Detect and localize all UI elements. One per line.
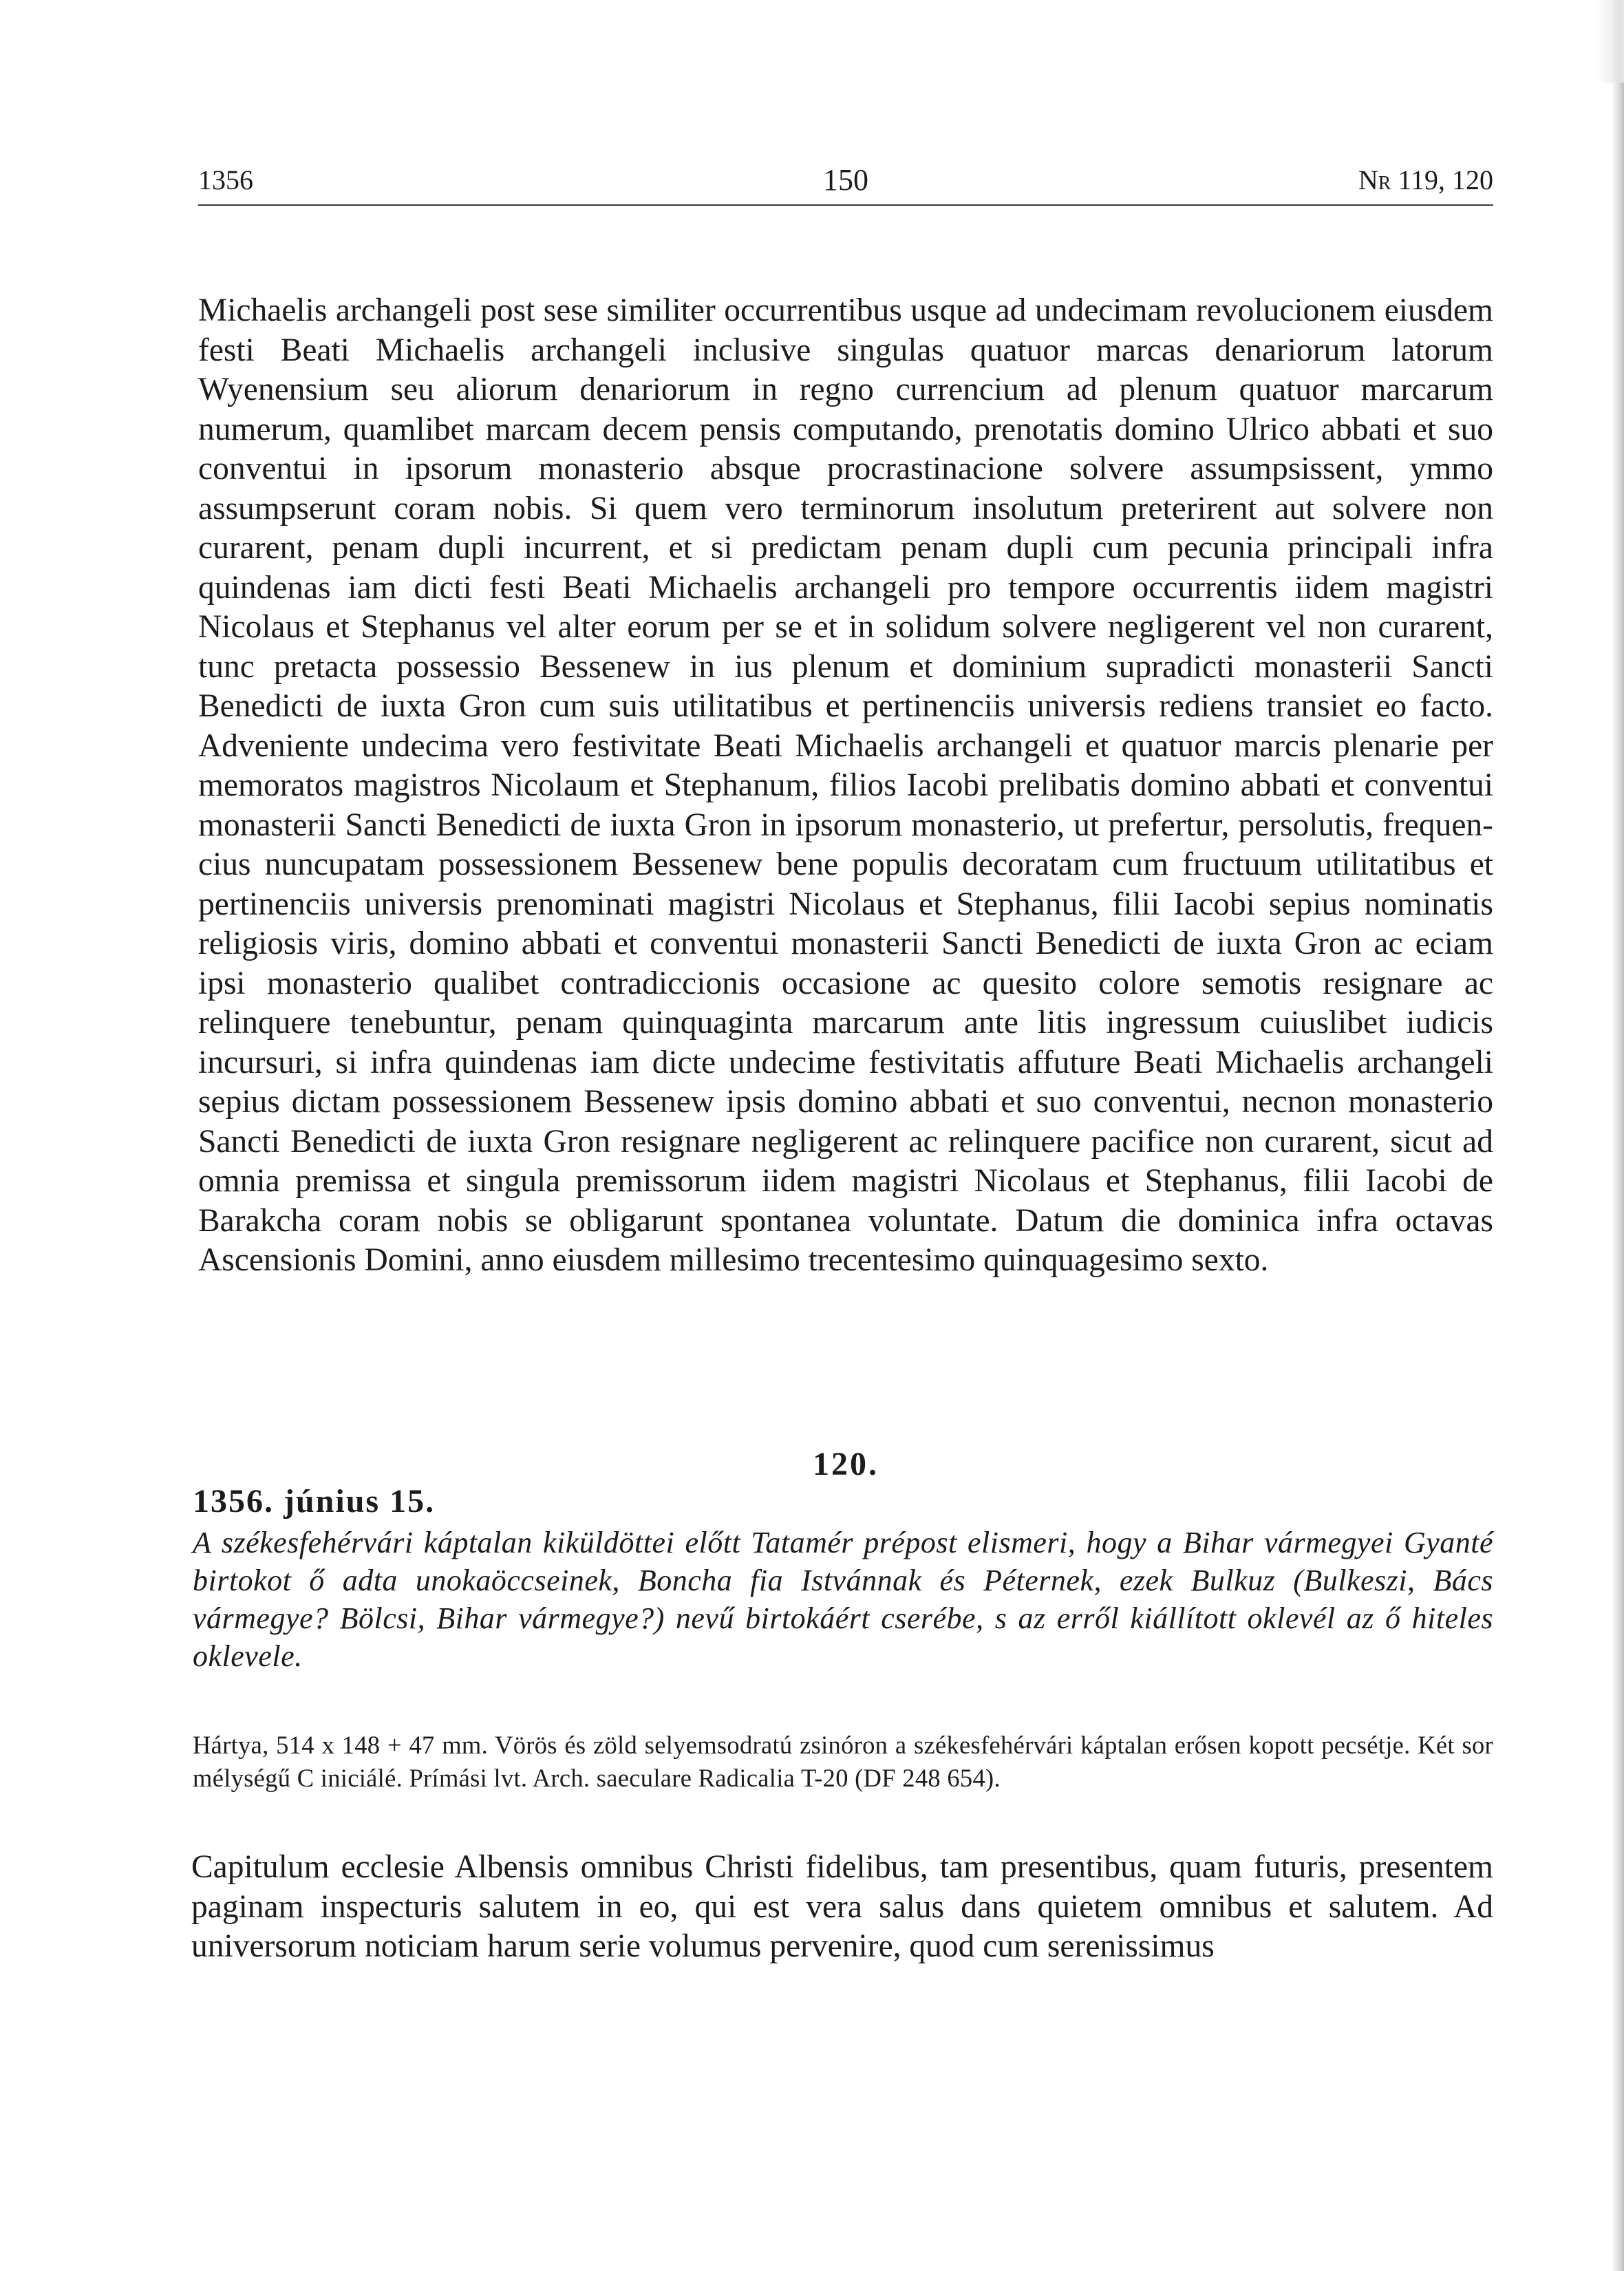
regest-summary: A székesfehérvári káptalan kiküldöttei előtt Tatamér prépost elismeri, hogy a Bihar vármegyei Gyanté birtokot ő adta unokaöccseinek, Boncha fia Istvánnak és Péternek, ezek Bulkuz (Bulkeszi, Bács vármegye? Bölcsi, Bihar vármegye?) nevű birtokáért cserébe, s az erről kiállított oklevél az ő hiteles oklevele.: [193, 1526, 1493, 1673]
document-text-start: Capitulum ecclesie Albensis omnibus Christi fidelibus, tam presentibus, quam futuris, presentem paginam inspecturis salutem in eo, qui est vera salus dans quietem omnibus et salutem. Ad universorum noticiam harum serie volumus pervenire, quod cum serenissimus: [191, 1849, 1493, 1964]
document-numbers: Nr 119, 120: [1358, 164, 1493, 195]
header-rule: [198, 204, 1493, 206]
document-date: 1356. június 15.: [193, 1483, 436, 1520]
running-head: [198, 160, 1493, 201]
scan-page-edge: [1613, 0, 1624, 2271]
document-number: 120.: [813, 1446, 879, 1482]
header-year: 1356: [198, 164, 253, 195]
scan-corner-shadow: [1596, 0, 1624, 83]
continuation-text: Michaelis archangeli post sese similiter occurrentibus usque ad undecimam revolucionem eiusdem festi Beati Michaelis archangeli inclusive singulas quatuor marcas denariorum latorum Wyenensium seu aliorum denariorum in regno currencium ad plenum quatuor marcarum numerum, quamlibet marcam decem pensis computando, prenotatis domino Ulrico abbati et suo conventui in ipsorum monasterio absque procrastinacione solvere assumpsissent, ymmo assumpserunt coram nobis. Si quem vero terminorum insolutum preterirent aut solvere non curarent, penam dupli incurrent, et si predictam penam dupli cum pecunia principali infra quindenas iam dicti festi Beati Michaelis archangeli pro tempore occurrentis iidem magistri Nicolaus et Stephanus vel alter eorum per se et in solidum solvere negligerent vel non curarent, tunc pretacta possessio Bessenew in ius plenum et dominium supradicti monasterii Sancti Benedicti de iuxta Gron cum suis utilitatibus et pertinenciis universis rediens transiet eo facto. Adveniente undecima vero festivitate Beati Michaelis archangeli et quatuor marcis plenarie per memoratos magistros Nicolaum et Stephanum, filios Iacobi prelibatis domino abbati et conventui monasterii Sancti Benedicti de iuxta Gron in ipsorum monasterio, ut prefertur, persolutis, frequencius nuncupatam possessionem Bessenew bene populis decoratam cum fructuum utilitatibus et pertinenciis universis prenominati magistri Nicolaus et Stephanus, filii Iacobi sepius nominatis religiosis viris, domino abbati et conventui monasterii Sancti Benedicti de iuxta Gron ac eciam ipsi monasterio qualibet contradiccionis occasione ac quesito colore semotis resignare ac relinquere tenebuntur, penam quinquaginta marcarum ante litis ingressum cuiuslibet iudicis incursuri, si infra quindenas iam dicte undecime festivitatis affuture Beati Michaelis archangeli sepius dictam possessionem Bessenew ipsis domino abbati et suo conventui, necnon monasterio Sancti Benedicti de iuxta Gron resignare negligerent ac relinquere pacifice non curarent, sicut ad omnia premissa et singula premissorum iidem magistri Nicolaus et Stephanus, filii Iacobi de Barakcha coram nobis se obligarunt spontanea voluntate. Datum die dominica infra octavas Ascensionis Domini, anno eiusdem millesimo trecentesimo quinquagesimo sexto.: [198, 292, 1493, 1278]
document-description: Hártya, 514 x 148 + 47 mm. Vörös és zöld selyemsodratú zsinóron a székesfehérvári káptalan erősen kopott pecsétje. Két sor mélységű C iniciálé. Prímási lvt. Arch. saeculare Radicalia T-20 (DF 248 654).: [193, 1731, 1493, 1792]
page-number: 150: [823, 163, 868, 197]
